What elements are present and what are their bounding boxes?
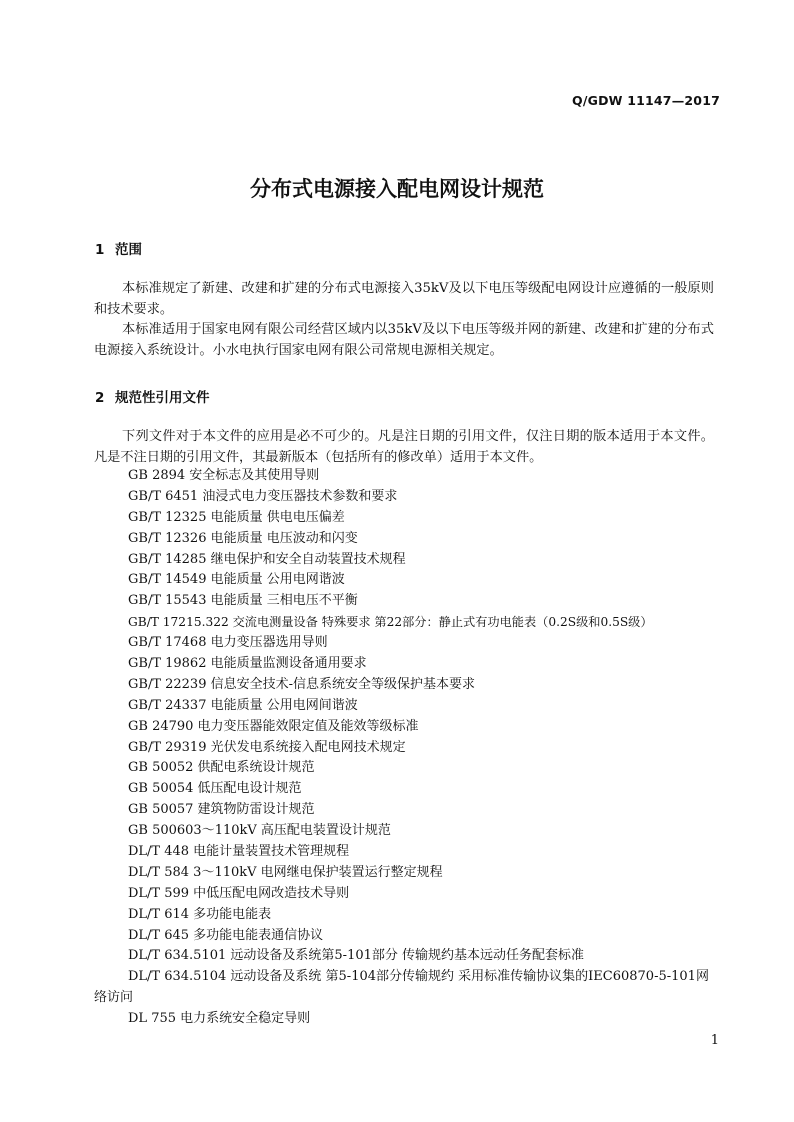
reference-item: GB/T 22239 信息安全技术-信息系统安全等级保护基本要求	[128, 676, 476, 692]
reference-item: GB/T 15543 电能质量 三相电压不平衡	[128, 593, 358, 609]
reference-item: GB 50052 供配电系统设计规范	[128, 760, 315, 776]
reference-item: GB/T 29319 光伏发电系统接入配电网技术规定	[128, 739, 406, 755]
reference-item: DL/T 599 中低压配电网改造技术导则	[128, 885, 350, 901]
section-heading-scope	[95, 238, 142, 258]
reference-item: GB/T 17468 电力变压器选用导则	[128, 635, 328, 651]
reference-item: GB/T 17215.322 交流电测量设备 特殊要求 第22部分：静止式有功电能表（0.2S级和0.5S级）	[128, 615, 653, 630]
reference-item: GB 500603～110kV 高压配电装置设计规范	[128, 823, 391, 839]
reference-item: DL/T 614 多功能电能表	[128, 906, 272, 922]
reference-item: GB 50057 建筑物防雷设计规范	[128, 802, 315, 818]
references-intro-paragraph: 下列文件对于本文件的应用是必不可少的。凡是注日期的引用文件，仅注日期的版本适用于本文件。凡是不注日期的引用文件，其最新版本（包括所有的修改单）适用于本文件。	[94, 429, 714, 465]
reference-item: DL/T 634.5101 远动设备及系统第5-101部分 传输规约基本远动任务配套标准	[128, 948, 585, 964]
reference-item: GB 24790 电力变压器能效限定值及能效等级标准	[128, 718, 419, 734]
reference-item: GB/T 19862 电能质量监测设备通用要求	[128, 656, 367, 672]
reference-item: GB/T 14285 继电保护和安全自动装置技术规程	[128, 551, 406, 567]
reference-item: GB/T 14549 电能质量 公用电网谐波	[128, 572, 345, 588]
reference-item: DL/T 634.5104 远动设备及系统 第5-104部分传输规约 采用标准传输协议集的IEC60870-5-101网络访问	[94, 969, 709, 1006]
reference-item: GB/T 12326 电能质量 电压波动和闪变	[128, 530, 358, 546]
reference-item: GB/T 12325 电能质量 供电电压偏差	[128, 509, 345, 525]
page-number: 1	[710, 1033, 719, 1048]
scope-paragraph-1: 本标准规定了新建、改建和扩建的分布式电源接入35kV及以下电压等级配电网设计应遵循的一般原则和技术要求。	[94, 281, 714, 317]
section-number: 2	[95, 390, 105, 406]
scope-paragraph-2: 本标准适用于国家电网有限公司经营区域内以35kV及以下电压等级并网的新建、改建和扩建的分布式电源接入系统设计。小水电执行国家电网有限公司常规电源相关规定。	[94, 322, 714, 358]
section-number: 1	[95, 242, 105, 258]
reference-list	[94, 466, 734, 1030]
document-code: Q/GDW 11147—2017	[572, 93, 720, 108]
reference-item: GB/T 6451 油浸式电力变压器技术参数和要求	[128, 488, 398, 504]
reference-item: DL/T 584 3～110kV 电网继电保护装置运行整定规程	[128, 864, 443, 880]
document-title: 分布式电源接入配电网设计规范	[250, 177, 544, 201]
reference-item: GB 50054 低压配电设计规范	[128, 781, 302, 797]
section-title: 规范性引用文件	[115, 390, 210, 406]
reference-item: DL/T 448 电能计量装置技术管理规程	[128, 844, 350, 860]
section-heading-references	[95, 386, 210, 406]
reference-item: DL 755 电力系统安全稳定导则	[128, 1011, 311, 1027]
reference-item: GB 2894 安全标志及其使用导则	[128, 468, 320, 483]
section-title: 范围	[115, 242, 142, 258]
reference-item: DL/T 645 多功能电能表通信协议	[128, 927, 324, 943]
reference-item: GB/T 24337 电能质量 公用电网间谐波	[128, 697, 358, 713]
